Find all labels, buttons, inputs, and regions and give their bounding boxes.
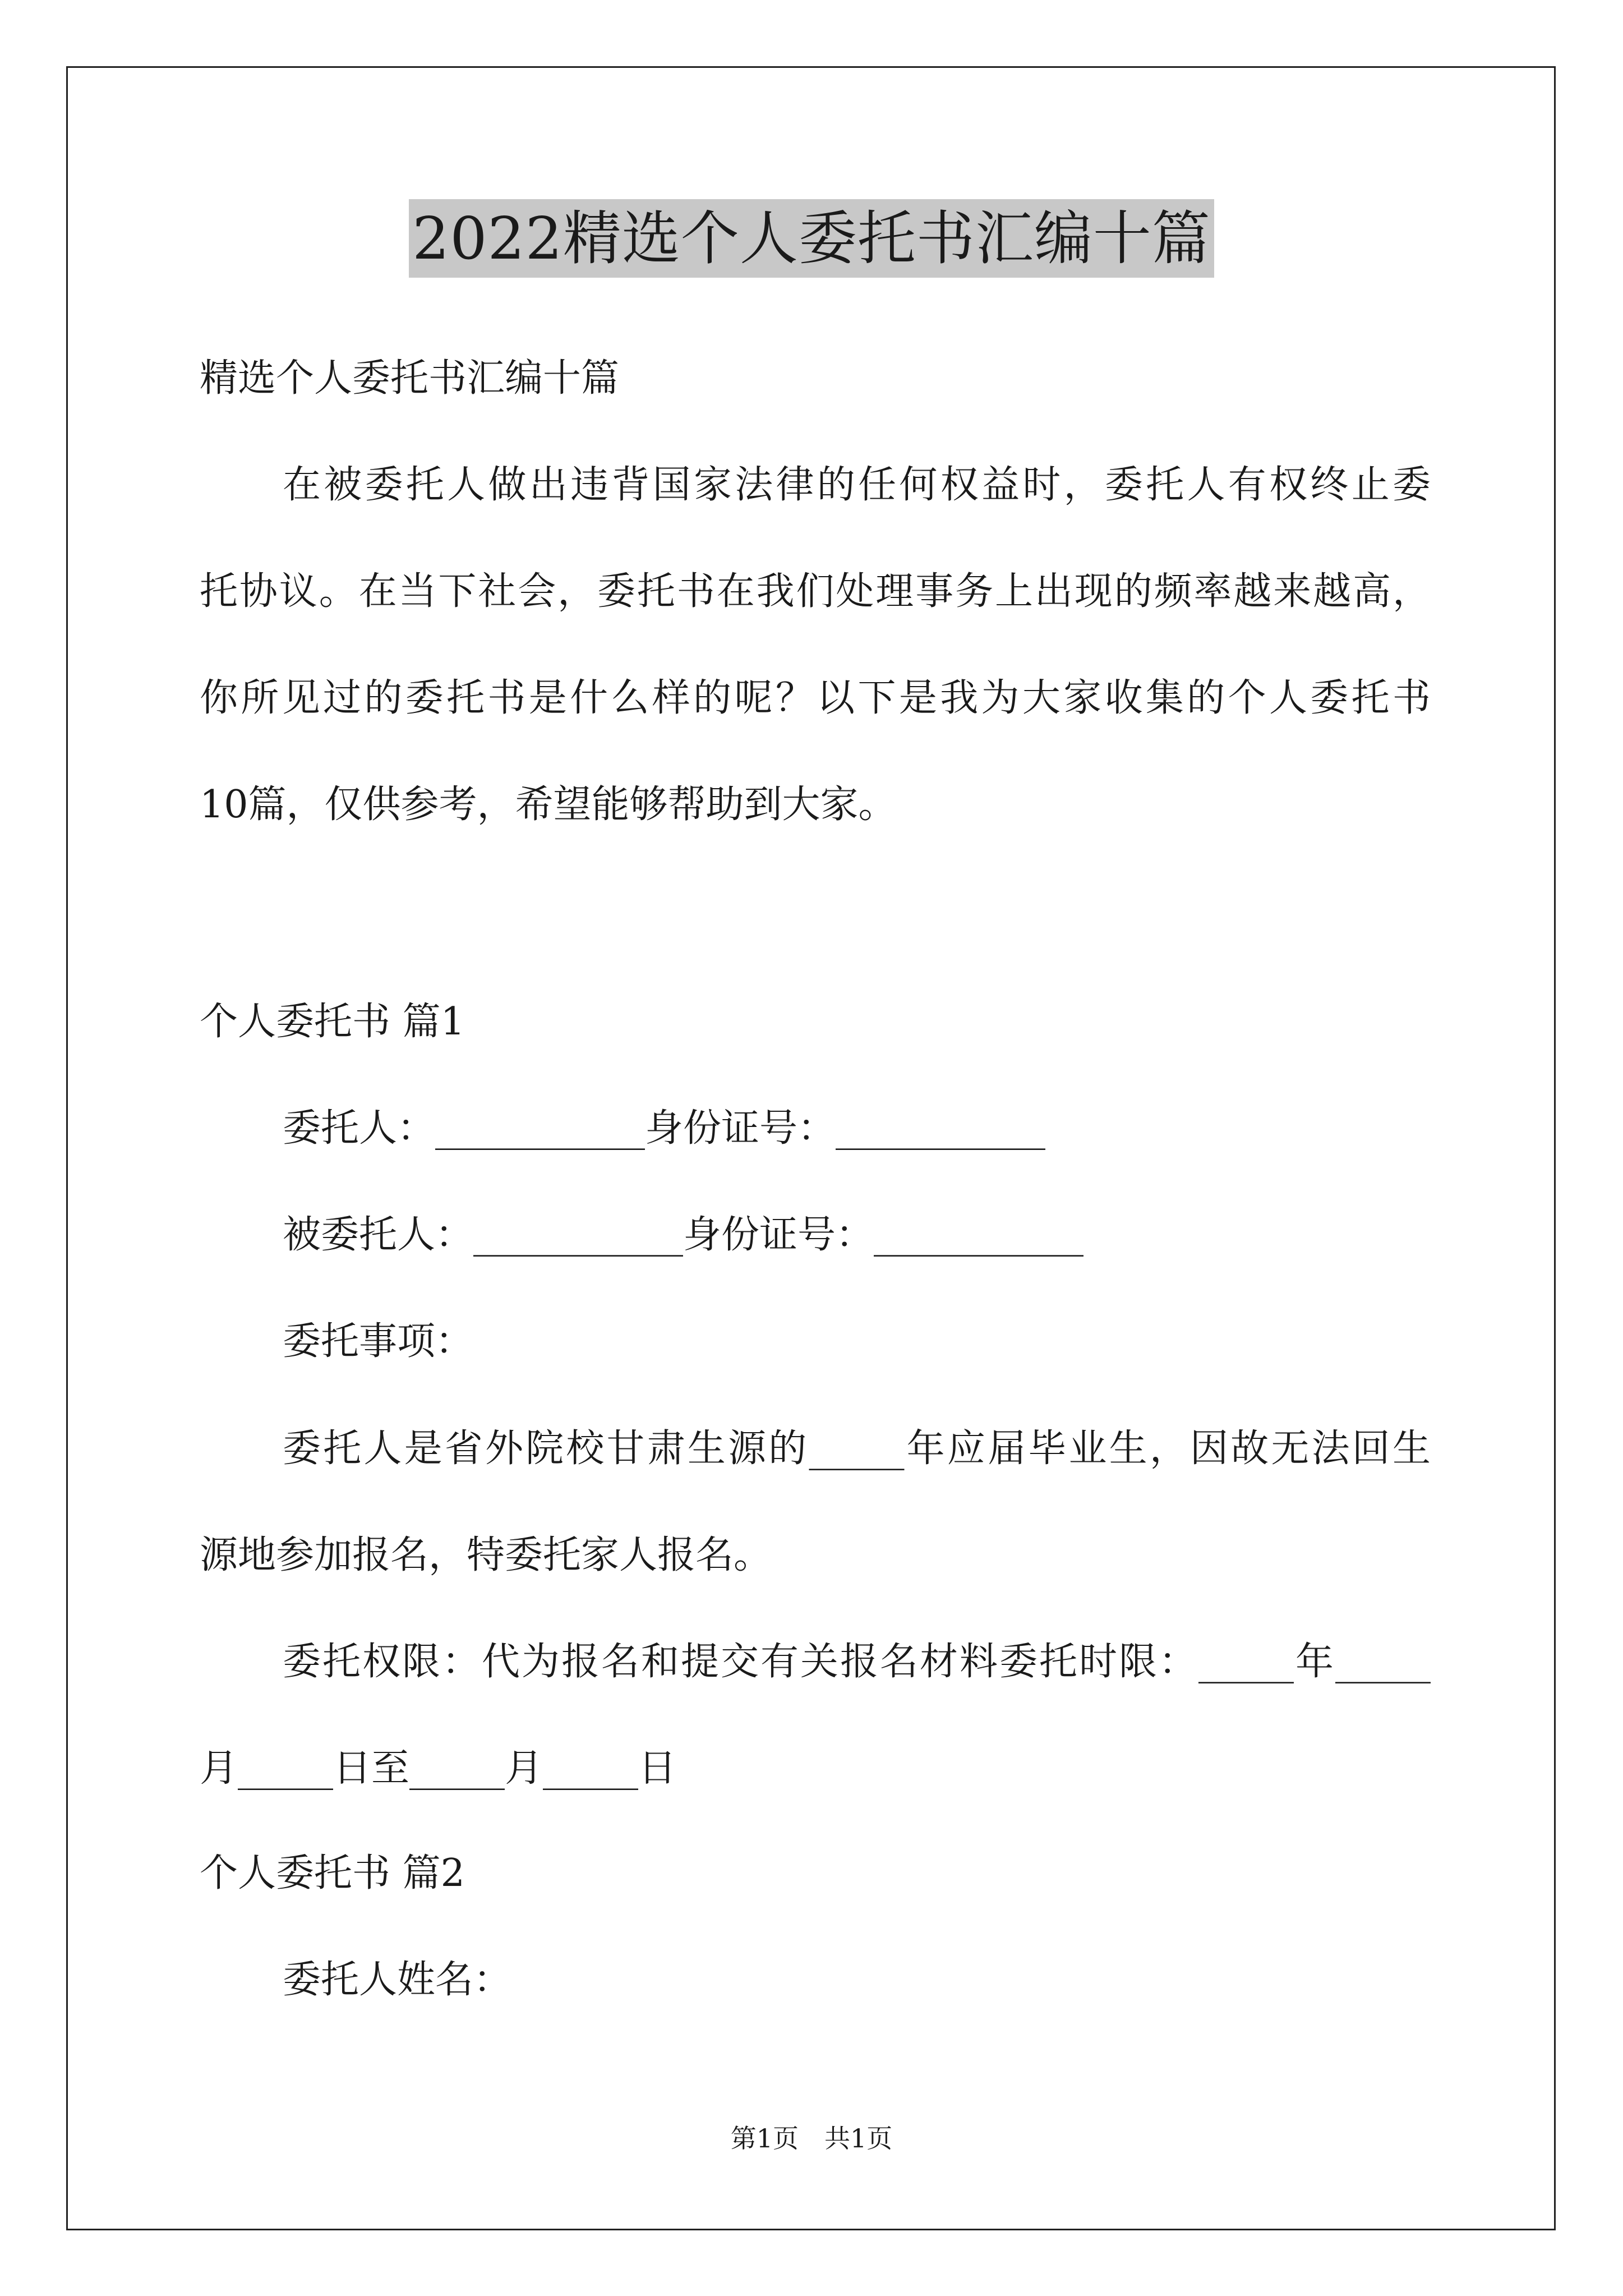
section1-heading: 个人委托书 篇1 bbox=[200, 1000, 465, 1044]
intro-line-1: 在被委托人做出违背国家法律的任何权益时，委托人有权终止委 bbox=[283, 463, 1431, 507]
title-container bbox=[0, 199, 1623, 278]
authority-line-1: 委托权限：代为报名和提交有关报名材料委托时限：_____年_____ bbox=[283, 1640, 1431, 1684]
matters-label: 委托事项： bbox=[283, 1319, 474, 1364]
intro-line-3: 你所见过的委托书是什么样的呢？以下是我为大家收集的个人委托书 bbox=[200, 676, 1431, 720]
intro-line-4: 10篇，仅供参考，希望能够帮助到大家。 bbox=[200, 783, 897, 827]
matters-text-line-1: 委托人是省外院校甘肃生源的_____年应届毕业生，因故无法回生 bbox=[283, 1427, 1431, 1471]
authority-line-2: 月_____日至_____月_____日 bbox=[200, 1746, 677, 1791]
document-subtitle: 精选个人委托书汇编十篇 bbox=[200, 356, 620, 401]
matters-text-line-2: 源地参加报名，特委托家人报名。 bbox=[200, 1533, 772, 1577]
principal-name-label: 委托人姓名： bbox=[283, 1958, 512, 2002]
document-title: 2022精选个人委托书汇编十篇 bbox=[409, 199, 1214, 278]
agent-id-line: 被委托人：___________身份证号：___________ bbox=[283, 1213, 1084, 1257]
intro-line-2: 托协议。在当下社会，委托书在我们处理事务上出现的频率越来越高， bbox=[200, 569, 1431, 614]
principal-id-line: 委托人：___________身份证号：___________ bbox=[283, 1106, 1046, 1151]
page-footer: 第1页 共1页 bbox=[730, 2123, 893, 2154]
section2-heading: 个人委托书 篇2 bbox=[200, 1851, 465, 1895]
